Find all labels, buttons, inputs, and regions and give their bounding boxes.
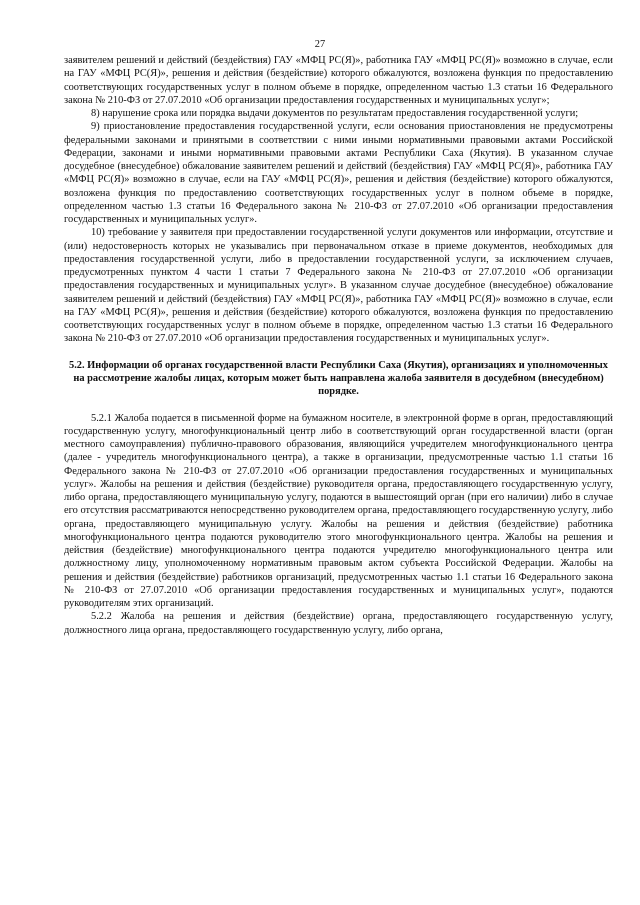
page-number: 27 — [314, 39, 326, 50]
paragraph-item-8: 8) нарушение срока или порядка выдачи документов по результатам предоставления государственной услуги; — [91, 108, 579, 119]
paragraph-5-2-1: 5.2.1 Жалоба подается в письменной форме на бумажном носителе, в электронной форме в орган, предоставляющий государственную услугу, многофункциональный центр либо в соответствующий орган государственной власти (орган местного самоуправления) публично-правового образования, являющийся учредителем многофункционального центра (далее - учредитель многофункционального центра), а также в организации, предусмотренные частью 1.1 статьи 16 Федерального закона № 210-ФЗ от 27.07.2010 «Об организации предоставления государственных и муниципальных услуг». Жалобы на решения и действия (бездействие) руководителя органа, предоставляющего государственную услугу, либо органа, предоставляющего муниципальную услугу, подаются в вышестоящий орган (при его наличии) либо в случае его отсутствия рассматриваются непосредственно руководителем органа, предоставляющего государственную услугу, либо органа, предоставляющего муниципальную услугу. Жалобы на решения и действия (бездействие) работника многофункционального центра подаются руководителю этого многофункционального центра. Жалобы на решения и действия (бездействие) многофункционального центра подаются учредителю многофункционального центра или должностному лицу, уполномоченному нормативным правовым актом субъекта Российской Федерации. Жалобы на решения и действия (бездействие) работников организаций, предусмотренных частью 1.1 статьи 16 Федерального закона № 210-ФЗ от 27.07.2010 «Об организации предоставления государственных и муниципальных услуг», подаются руководителям этих организаций. — [64, 412, 613, 610]
paragraph-5-2-2: 5.2.2 Жалоба на решения и действия (бездействие) органа, предоставляющего государственную услугу, должностного лица органа, предоставляющего государственную услугу, либо органа, — [64, 611, 613, 636]
section-heading: 5.2. Информации об органах государственной власти Республики Саха (Якутия), организациях и уполномоченных на рассмотрение жалобы лицах, которым может быть направлена жалоба заявителя в досудебном (внесудебном) порядке. — [69, 359, 608, 398]
paragraph-item-9: 9) приостановление предоставления государственной услуги, если основания приостановления не предусмотрены федеральными законами и принятыми в соответствии с ними иными нормативными правовыми актами Российской Федерации, законами и иными нормативными правовыми актами Республики Саха (Якутия). В указанном случае досудебное (внесудебное) обжалование заявителем решений и действий (бездействия) ГАУ «МФЦ РС(Я)», работника ГАУ «МФЦ РС(Я)» возможно в случае, если на ГАУ «МФЦ РС(Я)», решения и действия (бездействие) которого обжалуются, возложена функция по предоставлению соответствующих государственных услуг в полном объеме в порядке, определенном частью 1.3 статьи 16 Федерального закона № 210-ФЗ от 27.07.2010 «Об организации предоставления государственных и муниципальных услуг». — [64, 121, 613, 225]
paragraph-continuation: заявителем решений и действий (бездействия) ГАУ «МФЦ РС(Я)», работника ГАУ «МФЦ РС(Я)» возможно в случае, если на ГАУ «МФЦ РС(Я)», решения и действия (бездействие) которого обжалуются, возложена функция по предоставлению соответствующих государственных услуг в полном объеме в порядке, определенном частью 1.3 статьи 16 Федерального закона № 210-ФЗ от 27.07.2010 «Об организации предоставления государственных и муниципальных услуг»; — [64, 55, 613, 106]
paragraph-item-10: 10) требование у заявителя при предоставлении государственной услуги документов или информации, отсутствие и (или) недостоверность которых не указывались при первоначальном отказе в приеме документов, необходимых для предоставления государственной услуги, либо в предоставлении государственной услуги, за исключением случаев, предусмотренных пунктом 4 части 1 статьи 7 Федерального закона № 210-ФЗ от 27.07.2010 «Об организации предоставления государственных и муниципальных услуг». В указанном случае досудебное (внесудебное) обжалование заявителем решений и действий (бездействия) ГАУ «МФЦ РС(Я)», работника ГАУ «МФЦ РС(Я)» возможно в случае, если на ГАУ «МФЦ РС(Я)», решения и действия (бездействие) которого обжалуются, возложена функция по предоставлению соответствующих государственных услуг в полном объеме в порядке, определенном частью 1.3 статьи 16 Федерального закона № 210-ФЗ от 27.07.2010 «Об организации предоставления государственных и муниципальных услуг». — [64, 227, 613, 345]
document-body — [64, 54, 613, 637]
